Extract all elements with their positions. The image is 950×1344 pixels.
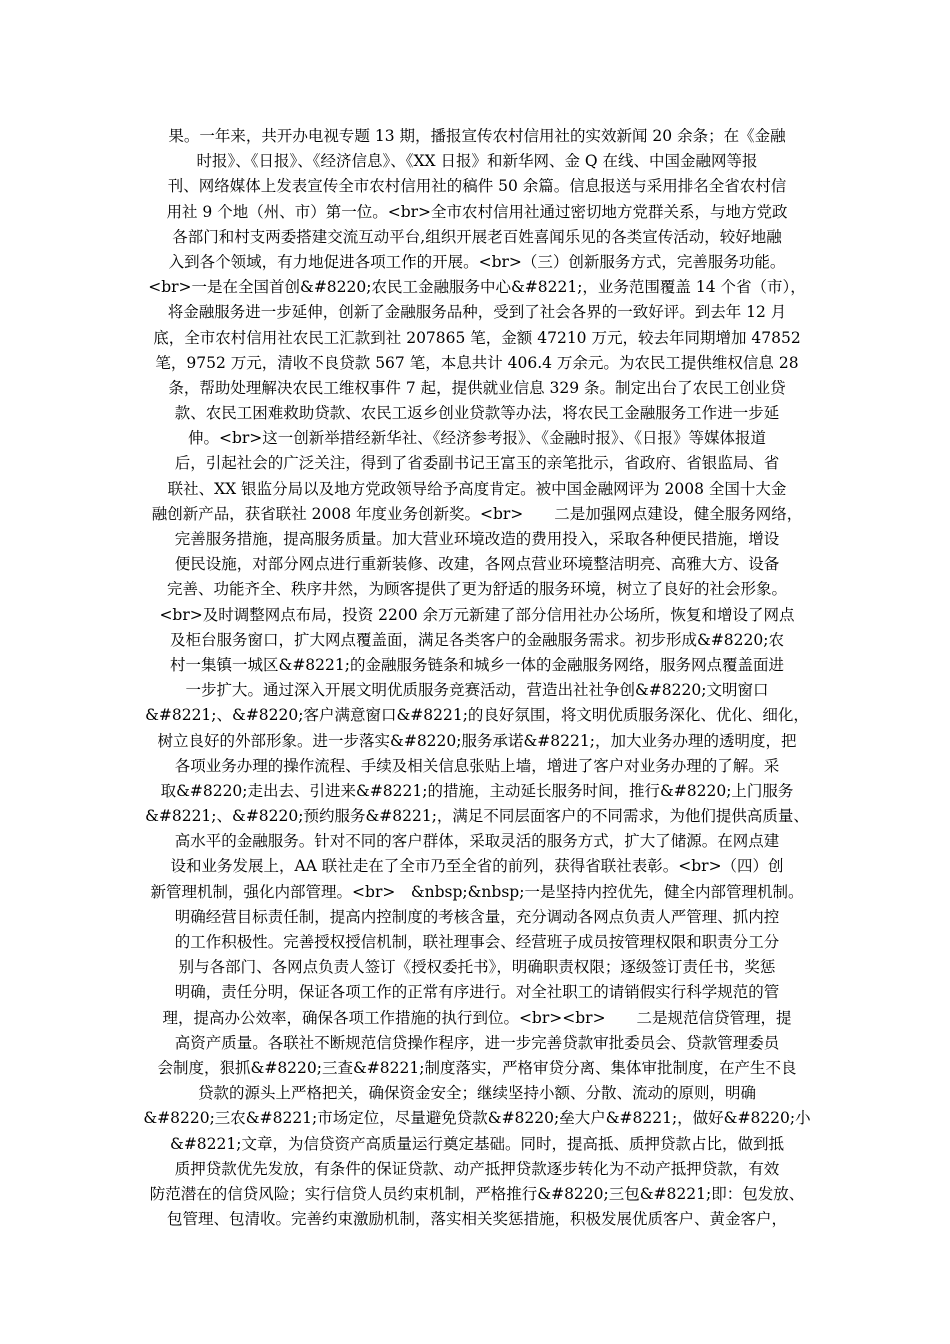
text-line: &#8221;、&#8220;预约服务&#8221;，满足不同层面客户的不同需求，为他们提供高质量、 xyxy=(145,807,809,826)
text-line: 树立良好的外部形象。进一步落实&#8220;服务承诺&#8221;，加大业务办理的透明度，把 xyxy=(157,731,797,750)
text-line: 便民设施，对部分网点进行重新装修、改建，各网点营业环境整洁明亮、高雅大方、设备 xyxy=(174,555,780,574)
text-line: 会制度，狠抓&#8220;三查&#8221;制度落实，严格审贷分离、集体审批制度，在产生不良 xyxy=(157,1058,797,1077)
text-line: 包管理、包清收。完善约束激励机制，落实相关奖惩措施，积极发展优质客户、黄金客户， xyxy=(166,1210,787,1229)
text-line: 质押贷款优先发放，有条件的保证贷款、动产抵押贷款逐步转化为不动产抵押贷款，有效 xyxy=(174,1159,780,1178)
text-line: 笔，9752 万元，清收不良贷款 567 笔，本息共计 406.4 万余元。为农民工提供维权信息 28 xyxy=(155,353,799,372)
text-line: 各项业务办理的操作流程、手续及相关信息张贴上墙，增进了客户对业务办理的了解。采 xyxy=(174,756,780,775)
text-line: 别与各部门、各网点负责人签订《授权委托书》，明确职责权限；逐级签订责任书，奖惩 xyxy=(178,958,776,977)
text-line: <br>及时调整网点布局，投资 2200 余万元新建了部分信用社办公场所，恢复和增设了网点 xyxy=(159,605,795,624)
text-line: 融创新产品，获省联社 2008 年度业务创新奖。<br> 二是加强网点建设，健全服务网络， xyxy=(151,504,803,523)
text-line: 果。一年来，共开办电视专题 13 期，播报宣传农村信用社的实效新闻 20 余条；在《金融 xyxy=(168,127,786,145)
text-line: 一步扩大。通过深入开展文明优质服务竞赛活动，营造出社社争创&#8220;文明窗口 xyxy=(185,681,769,700)
text-line: 的工作积极性。完善授权授信机制，联社理事会、经营班子成员按管理权限和职责分工分 xyxy=(174,933,780,951)
text-line: 取&#8220;走出去、引进来&#8221;的措施，主动延长服务时间，推行&#8220;上门服务 xyxy=(160,781,794,800)
text-line: &#8221;、&#8220;客户满意窗口&#8221;的良好氛围，将文明优质服务深化、优化、细化， xyxy=(145,706,809,725)
text-line: 入到各个领域，有力地促进各项工作的开展。<br>（三）创新服务方式，完善服务功能。 xyxy=(168,252,786,271)
text-line: 联社、XX 银监分局以及地方党政领导给予高度肯定。被中国金融网评为 2008 全国十大金 xyxy=(167,479,787,498)
text-line: 条，帮助处理解决农民工维权事件 7 起，提供就业信息 329 条。制定出台了农民工创业贷 xyxy=(168,378,786,397)
text-line: 及柜台服务窗口，扩大网点覆盖面，满足各类客户的金融服务需求。初步形成&#8220;农 xyxy=(170,630,784,649)
text-line: 设和业务发展上，AA 联社走在了全市乃至全省的前列，获得省联社表彰。<br>（四）创 xyxy=(170,857,784,876)
text-line: 用社 9 个地（州、市）第一位。<br>全市农村信用社通过密切地方党群关系，与地方党政 xyxy=(166,202,788,221)
text-line: 贷款的源头上严格把关，确保资金安全；继续坚持小额、分散、流动的原则，明确 xyxy=(197,1084,756,1103)
text-line: 明确，责任分明，保证各项工作的正常有序进行。对全社职工的请销假实行科学规范的管 xyxy=(174,983,780,1002)
text-line: 款、农民工困难救助贷款、农民工返乡创业贷款等办法，将农民工金融服务工作进一步延 xyxy=(174,404,780,423)
text-line: 村一集镇一城区&#8221;的金融服务链条和城乡一体的金融服务网络，服务网点覆盖面进 xyxy=(170,655,784,674)
text-line: 将金融服务进一步延伸，创新了金融服务品种，受到了社会各界的一致好评。到去年 12 月 xyxy=(167,303,787,322)
text-line: 时报》、《日报》、《经济信息》、《XX 日报》和新华网、金 Q 在线、中国金融网等报 xyxy=(196,152,758,171)
text-line: 理，提高办公效率，确保各项工作措施的执行到位。<br><br> 二是规范信贷管理，提 xyxy=(162,1008,792,1027)
text-line: 各部门和村支两委搭建交流互动平台,组织开展老百姓喜闻乐见的各类宣传活动，较好地融 xyxy=(172,227,782,246)
text-line: 防范潜在的信贷风险；实行信贷人员约束机制，严格推行&#8220;三包&#8221;即：包发放、 xyxy=(149,1184,805,1203)
text-line: 新管理机制，强化内部管理。<br> &nbsp;&nbsp;一是坚持内控优先，健全内部管理机制。 xyxy=(150,882,804,901)
text-line: 伸。<br>这一创新举措经新华社、《经济参考报》、《金融时报》、《日报》等媒体报道 xyxy=(187,429,767,448)
text-line: <br>一是在全国首创&#8220;农民工金融服务中心&#8221;，业务范围覆盖 14 个省（市）， xyxy=(148,278,806,297)
text-line: 后，引起社会的广泛关注，得到了省委副书记王富玉的亲笔批示，省政府、省银监局、省 xyxy=(174,454,780,473)
text-line: &#8221;文章，为信贷资产高质量运行奠定基础。同时，提高抵、质押贷款占比，做到抵 xyxy=(170,1134,784,1153)
text-line: &#8220;三农&#8221;市场定位，尽量避免贷款&#8220;垒大户&#8221;，做好&#8220;小 xyxy=(143,1109,811,1128)
text-line: 完善、功能齐全、秩序井然，为顾客提供了更为舒适的服务环境，树立了良好的社会形象。 xyxy=(166,580,787,599)
text-line: 底，全市农村信用社农民工汇款到社 207865 笔，金额 47210 万元，较去年同期增加 47852 xyxy=(153,328,801,347)
text-line: 高资产质量。各联社不断规范信贷操作程序，进一步完善贷款审批委员会、贷款管理委员 xyxy=(174,1033,780,1052)
text-line: 完善服务措施，提高服务质量。加大营业环境改造的费用投入，采取各种便民措施，增设 xyxy=(174,530,780,548)
text-line: 刊、网络媒体上发表宣传全市农村信用社的稿件 50 余篇。信息报送与采用排名全省农村信 xyxy=(167,177,787,196)
body-text xyxy=(143,124,811,1232)
text-line: 高水平的金融服务。针对不同的客户群体，采取灵活的服务方式，扩大了储源。在网点建 xyxy=(174,832,780,851)
text-line: 明确经营目标责任制，提高内控制度的考核含量，充分调动各网点负责人严管理、抓内控 xyxy=(174,907,780,926)
